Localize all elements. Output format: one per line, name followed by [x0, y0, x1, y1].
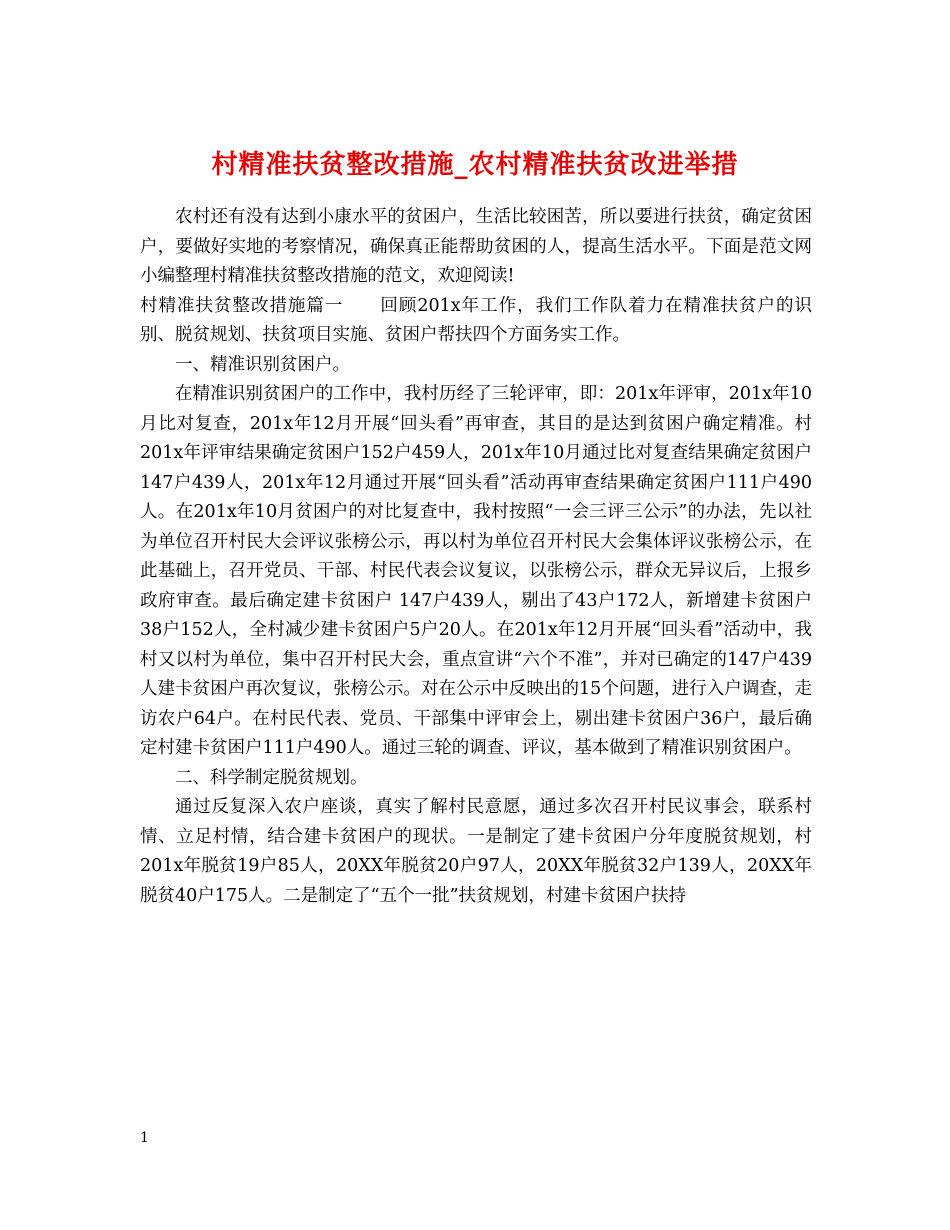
section-heading-2: 二、科学制定脱贫规划。 [175, 767, 368, 788]
document-body [140, 203, 812, 911]
section-heading-1: 一、精准识别贫困户。 [175, 354, 350, 375]
paragraph-planning: 通过反复深入农户座谈，真实了解村民意愿，通过多次召开村民议事会，联系村情、立足村情，结合建卡贫困户的现状。一是制定了建卡贫困户分年度脱贫规划，村201x年脱贫19户85人，20XX年脱贫20户97人，20XX年脱贫32户139人，20XX年脱贫40户175人。二是制定了“五个一批”扶贫规划，村建卡贫困户扶持 [140, 797, 812, 906]
paragraph-intro: 农村还有没有达到小康水平的贫困户，生活比较困苦，所以要进行扶贫，确定贫困户，要做好实地的考察情况，确保真正能帮助贫困的人，提高生活水平。下面是范文网小编整理村精准扶贫整改措施的范文，欢迎阅读! [140, 207, 812, 286]
paragraph-part-one: 村精准扶贫整改措施篇一 回顾201x年工作，我们工作队着力在精准扶贫户的识别、脱贫规划、扶贫项目实施、贫困户帮扶四个方面务实工作。 [140, 295, 812, 345]
document-title: 村精准扶贫整改措施_农村精准扶贫改进举措 [211, 150, 739, 181]
page-number: 1 [140, 1130, 149, 1146]
paragraph-identification: 在精准识别贫困户的工作中，我村历经了三轮评审，即：201x年评审，201x年10月比对复查，201x年12月开展“回头看”再审查，其目的是达到贫困户确定精准。村201x年评审结果确定贫困户152户459人，201x年10月通过比对复查结果确定贫困户147户439人，201x年12月通过开展“回头看”活动再审查结果确定贫困户111户490人。在201x年10月贫困户的对比复查中，我村按照“一会三评三公示”的办法，先以社为单位召开村民大会评议张榜公示，再以村为单位召开村民大会集体评议张榜公示，在此基础上，召开党员、干部、村民代表会议复议，以张榜公示，群众无异议后，上报乡政府审查。最后确定建卡贫困户 147户439人，剔出了43户172人，新增建卡贫困户38户152人，全村减少建卡贫困户5户20人。在201x年12月开展“回头看”活动中，我村又以村为单位，集中召开村民大会，重点宣讲“六个不准”，并对已确定的147户439人建卡贫困户再次复议，张榜公示。对在公示中反映出的15个问题，进行入户调查，走访农户64户。在村民代表、党员、干部集中评审会上，剔出建卡贫困户36户，最后确定村建卡贫困户111户490人。通过三轮的调查、评议，基本做到了精准识别贫困户。 [140, 384, 812, 758]
